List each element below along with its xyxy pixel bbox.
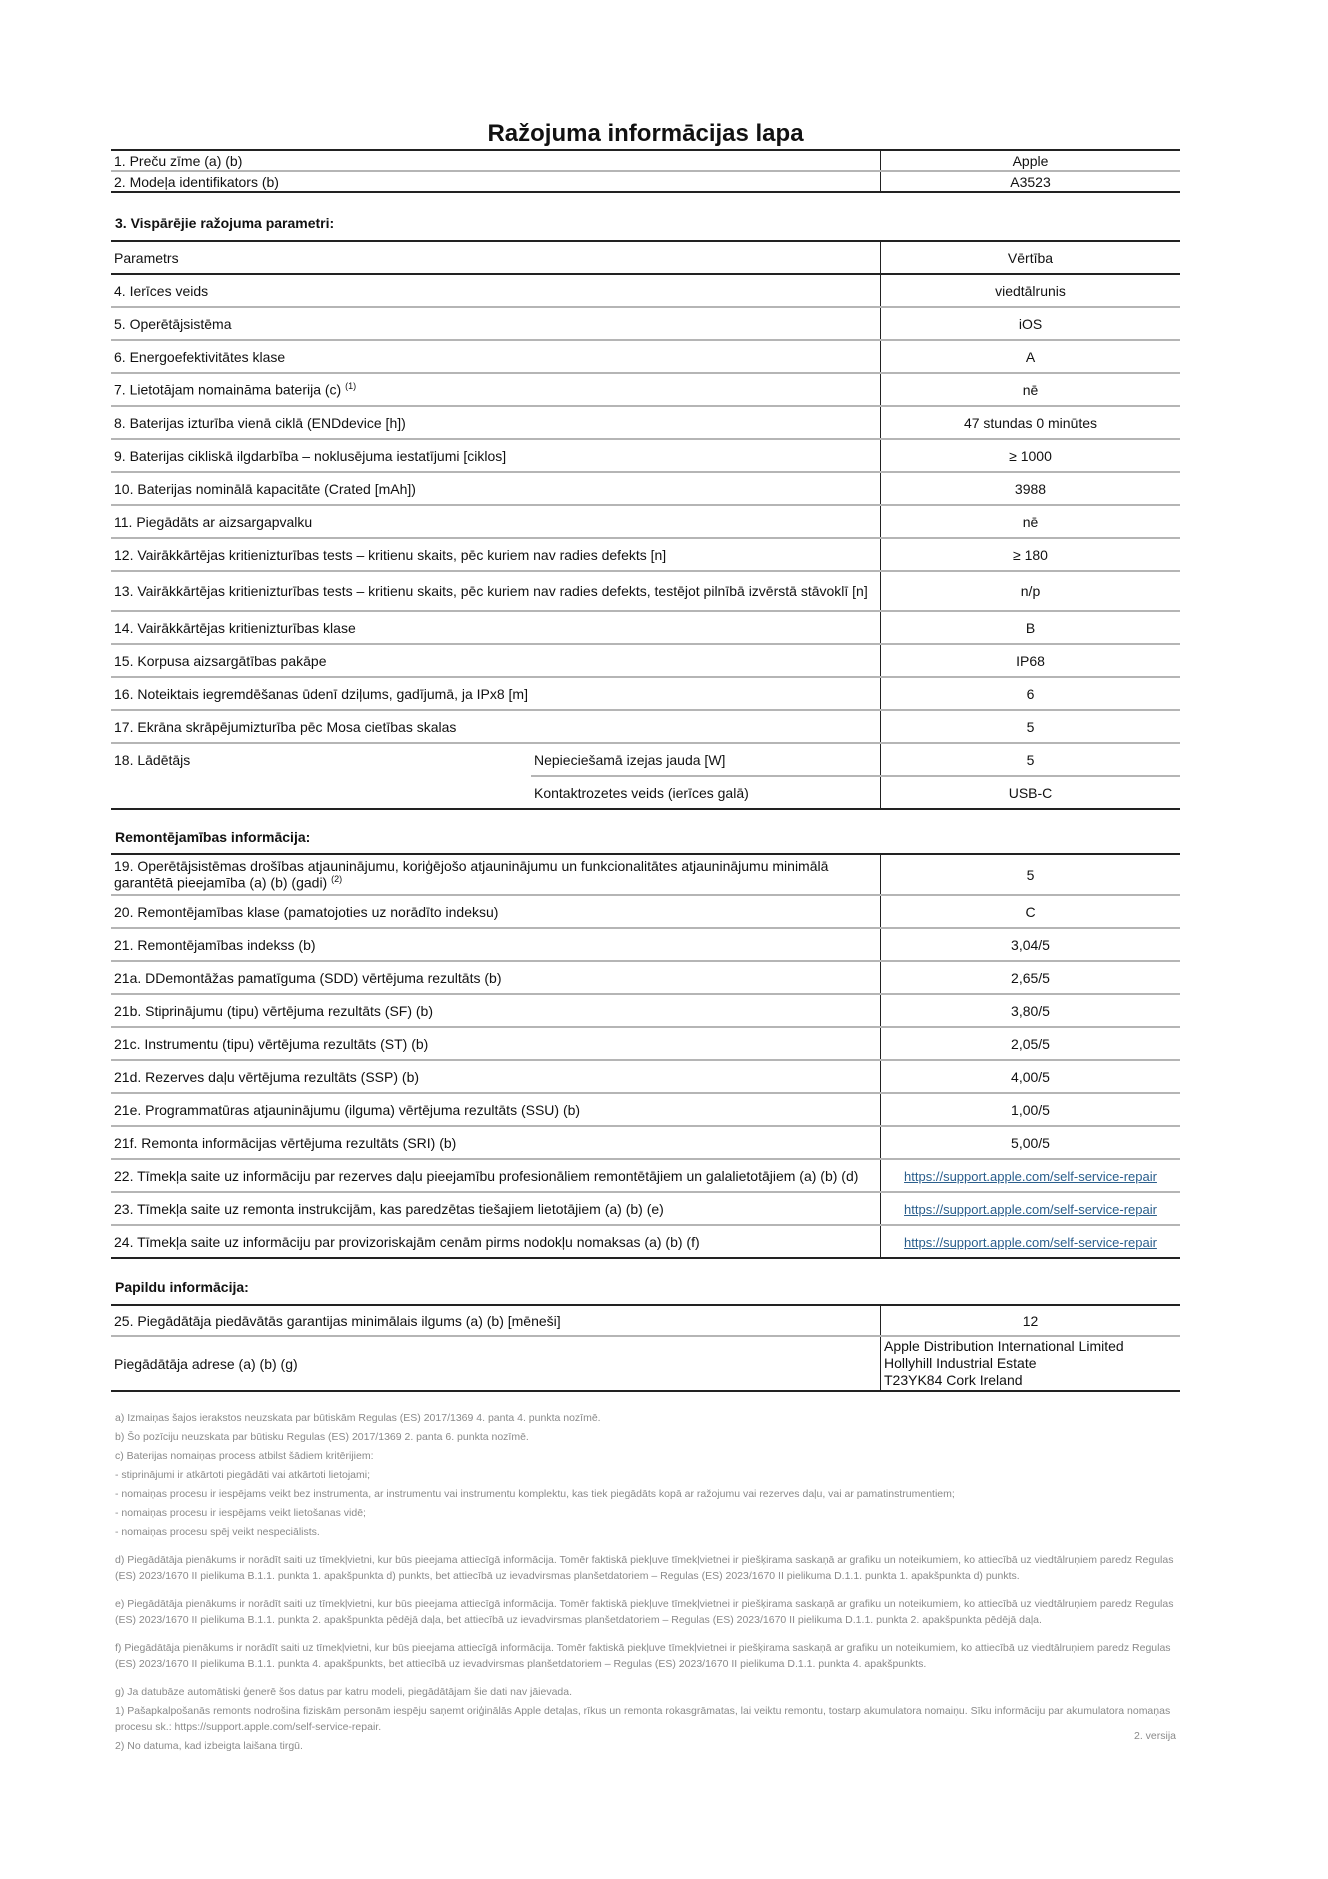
row-label-text: 21e. Programmatūras atjauninājumu (ilguma) vērtējuma rezultāts (SSU) (b) [114,1101,581,1118]
row-value: 2,65/5 [881,961,1181,994]
row-label [111,1060,881,1093]
row-label-text: 5. Operētājsistēma [114,315,232,332]
section-heading-additional: Papildu informācija: [115,1279,249,1295]
row-value [881,1225,1181,1258]
footnote: f) Piegādātāja pienākums ir norādīt saiti uz tīmekļvietni, kur būs pieejama attiecīgā informācija. Tomēr faktiskā piekļuve tīmekļvietnei ir piešķirama saskaņā ar grafiku un noteikumiem, ko attiecībā uz viedtālruņiem paredz Regulas (ES) 2023/1670 II pielikuma B.1.1. punkta 4. apakšpunkts, bet attiecībā uz ievadvirsmas planšetdatoriem – Regulas (ES) 2023/1670 II pielikuma D.1.1. punkta 4. apakšpunkts. [115,1642,1171,1670]
row-label-text: 24. Tīmekļa saite uz informāciju par provizoriskajām cenām pirms nodokļu nomaksas (a) (b) (f) [114,1233,700,1250]
version-label: 2. versija [1133,1730,1176,1742]
footnote: 2) No datuma, kad izbeigta laišana tirgū. [115,1740,303,1752]
row-value: IP68 [881,644,1181,677]
row-label [111,472,881,505]
row-value: A3523 [881,171,1181,192]
row-label [111,611,881,644]
row-value: 5 [881,710,1181,743]
repairability-table [111,853,1180,1259]
address-line: T23YK84 Cork Ireland [884,1372,1023,1388]
row-value: Apple [881,150,1181,171]
row-value [881,1192,1181,1225]
repair-link[interactable]: https://support.apple.com/self-service-repair [904,1234,1157,1250]
row-label [111,994,881,1027]
row-value: 5 [881,854,1181,895]
row-label [111,373,881,406]
row-value: iOS [881,307,1181,340]
table-row [111,1126,1180,1159]
footnote: d) Piegādātāja pienākums ir norādīt saiti uz tīmekļvietni, kur būs pieejama attiecīgā informācija. Tomēr faktiskā piekļuve tīmekļvietnei ir piešķirama saskaņā ar grafiku un noteikumiem, ko attiecībā uz viedtālruņiem paredz Regulas (ES) 2023/1670 II pielikuma B.1.1. punkta 1. apakšpunkta d) punkts, bet attiecībā uz ievadvirsmas planšetdatoriem – Regulas (ES) 2023/1670 II pielikuma D.1.1. punkta 1. apakšpunkta d) punkts. [115,1554,1174,1582]
row-value: B [881,611,1181,644]
footnote: c) Baterijas nomaiņas process atbilst šādiem kritērijiem: [115,1450,374,1462]
row-label-text: 21d. Rezerves daļu vērtējuma rezultāts (SSP) (b) [114,1068,420,1085]
footnote: a) Izmaiņas šajos ierakstos neuzskata par būtiskām Regulas (ES) 2017/1369 4. panta 4. punkta nozīmē. [115,1412,601,1424]
table-row [111,472,1180,505]
row-label-text: 9. Baterijas cikliskā ilgdarbība – noklusējuma iestatījumi [ciklos] [114,447,507,464]
page-title: Ražojuma informācijas lapa [487,120,804,147]
row-label [111,505,881,538]
table-row [111,1336,1180,1391]
row-value: 4,00/5 [881,1060,1181,1093]
row-label: 18. Lādētājs [111,743,531,809]
row-label-text: 8. Baterijas izturība vienā ciklā (ENDdevice [h]) [114,414,406,431]
supplier-address [881,1336,1181,1391]
row-label-text: 19. Operētājsistēmas drošības atjauninājumu, koriģējošo atjauninājumu un funkcionalitātes atjauninājumu minimālā garantētā pieejamība (a) (b) (gadi) [114,858,829,891]
row-label [111,1093,881,1126]
row-label [111,710,881,743]
repair-link[interactable]: https://support.apple.com/self-service-repair [904,1201,1157,1217]
row-value: ≥ 1000 [881,439,1181,472]
row-label [111,1126,881,1159]
row-value: 3,04/5 [881,928,1181,961]
row-label-text: 6. Energoefektivitātes klase [114,348,286,365]
row-label-text: 20. Remontējamības klase (pamatojoties uz norādīto indeksu) [114,903,499,920]
row-label-text: 23. Tīmekļa saite uz remonta instrukcijām, kas paredzētas tiešajiem lietotājiem (a) (b) (e) [114,1200,664,1217]
row-label-text: 11. Piegādāts ar aizsargapvalku [114,513,313,530]
row-label [111,854,881,895]
row-label-text: 22. Tīmekļa saite uz informāciju par rezerves daļu pieejamību profesionāliem remontētājiem un galalietotājiem (a) (b) (d) [114,1167,859,1184]
row-value: 12 [881,1305,1181,1336]
footnote-ref: (2) [331,874,343,885]
charger-row [111,743,1180,776]
table-row [111,439,1180,472]
section-heading-repair: Remontējamības informācija: [115,829,311,845]
row-value: nē [881,373,1181,406]
footnotes [115,1410,1180,1757]
table-row [111,611,1180,644]
row-label-text: 14. Vairākkārtējas kritienizturības klase [114,619,356,636]
row-label [111,406,881,439]
table-row [111,1027,1180,1060]
footnote: - nomaiņas procesu ir iespējams veikt lietošanas vidē; [115,1507,366,1519]
row-value: USB-C [881,776,1181,809]
row-label-text: 12. Vairākkārtējas kritienizturības tests – kritienu skaits, pēc kuriem nav radies defekts [n] [114,546,667,563]
row-label [111,274,881,307]
general-parameters-table [111,240,1180,810]
row-label-text: 21b. Stiprinājumu (tipu) vērtējuma rezultāts (SF) (b) [114,1002,433,1019]
header-value: Vērtība [881,241,1181,274]
footnote: g) Ja datubāze automātiski ģenerē šos datus par katru modeli, piegādātājam šie dati nav jāievada. [115,1686,573,1698]
row-label-text: 21f. Remonta informācijas vērtējuma rezultāts (SRI) (b) [114,1134,457,1151]
table-row [111,1225,1180,1258]
header-label: Parametrs [111,241,881,274]
row-label [111,538,881,571]
table-row [111,854,1180,895]
row-label [111,571,881,611]
table-row [111,928,1180,961]
row-label [111,1225,881,1258]
footnote: - nomaiņas procesu ir iespējams veikt bez instrumenta, ar instrumentu vai instrumentu komplektu, kas tiek piegādāts kopā ar ražojumu vai rezerves daļu, vai ar pamatinstrumentiem; [115,1488,955,1500]
footnote: - nomaiņas procesu spēj veikt nespeciālists. [115,1526,320,1538]
row-label: 25. Piegādātāja piedāvātās garantijas minimālais ilgums (a) (b) [mēneši] [111,1305,881,1336]
table-row [111,571,1180,611]
row-value: 5,00/5 [881,1126,1181,1159]
table-row [111,171,1180,192]
table-header-row [111,241,1180,274]
row-value: 6 [881,677,1181,710]
repair-link[interactable]: https://support.apple.com/self-service-repair [904,1168,1157,1184]
footnote: 1) Pašapkalpošanās remonts nodrošina fiziskām personām iespēju saņemt oriģinālās Apple detaļas, rīkus un remonta rokasgrāmatas, lai veiktu remontu, tostarp akumulatora nomaiņu. Sīku informāciju par akumulatora nomaņas procesu sk.: https://support.apple.com/self-service-repair. [115,1705,1171,1733]
address-line: Hollyhill Industrial Estate [884,1355,1037,1371]
footnote: e) Piegādātāja pienākums ir norādīt saiti uz tīmekļvietni, kur būs pieejama attiecīgā informācija. Tomēr faktiskā piekļuve tīmekļvietnei ir piešķirama saskaņā ar grafiku un noteikumiem, ko attiecībā uz viedtālruņiem paredz Regulas (ES) 2023/1670 II pielikuma B.1.1. punkta 2. apakšpunkta pēdējā daļa, bet attiecībā uz ievadvirsmas planšetdatoriem – Regulas (ES) 2023/1670 II pielikuma D.1.1. punkta 2. apakšpunkta pēdējā daļa. [115,1598,1174,1626]
sub-label: Nepieciešamā izejas jauda [W] [531,743,881,776]
additional-table [111,1304,1180,1392]
row-label [111,677,881,710]
identity-table [111,149,1180,193]
row-label-text: 16. Noteiktais iegremdēšanas ūdenī dziļums, gadījumā, ja IPx8 [m] [114,685,528,702]
row-label [111,1027,881,1060]
row-label-text: 15. Korpusa aizsargātības pakāpe [114,652,327,669]
row-value: 1,00/5 [881,1093,1181,1126]
row-label [111,895,881,928]
row-label: 1. Preču zīme (a) (b) [111,150,881,171]
row-label [111,644,881,677]
section-heading-general: 3. Vispārējie ražojuma parametri: [115,215,335,231]
row-label [111,1159,881,1192]
row-label-text: 21c. Instrumentu (tipu) vērtējuma rezultāts (ST) (b) [114,1035,429,1052]
row-value: 3,80/5 [881,994,1181,1027]
table-row [111,307,1180,340]
row-value: ≥ 180 [881,538,1181,571]
table-row [111,710,1180,743]
table-row [111,1093,1180,1126]
row-value: 5 [881,743,1181,776]
table-row [111,1305,1180,1336]
row-label [111,961,881,994]
row-label [111,439,881,472]
row-value: A [881,340,1181,373]
row-label [111,1192,881,1225]
row-value: 47 stundas 0 minūtes [881,406,1181,439]
row-label [111,928,881,961]
table-row [111,406,1180,439]
row-label [111,340,881,373]
row-value: 3988 [881,472,1181,505]
table-row [111,373,1180,406]
table-row [111,1060,1180,1093]
row-value: n/p [881,571,1181,611]
table-row [111,1192,1180,1225]
row-label: Piegādātāja adrese (a) (b) (g) [111,1336,881,1391]
footnote: b) Šo pozīciju neuzskata par būtisku Regulas (ES) 2017/1369 2. panta 6. punkta nozīmē. [115,1431,529,1443]
table-row [111,895,1180,928]
table-row [111,1159,1180,1192]
table-row [111,274,1180,307]
row-label-text: 4. Ierīces veids [114,282,209,299]
table-row [111,644,1180,677]
row-label [111,307,881,340]
table-row [111,677,1180,710]
row-label-text: 7. Lietotājam nomaināma baterija (c) [114,381,342,398]
table-row [111,150,1180,171]
row-label-text: 13. Vairākkārtējas kritienizturības tests – kritienu skaits, pēc kuriem nav radies defekts, testējot pilnībā izvērstā stāvoklī [n] [114,583,868,599]
row-value: viedtālrunis [881,274,1181,307]
address-line: Apple Distribution International Limited [884,1338,1124,1354]
row-label-text: 21. Remontējamības indekss (b) [114,936,316,953]
sub-label: Kontaktrozetes veids (ierīces galā) [531,776,881,809]
table-row [111,340,1180,373]
table-row [111,961,1180,994]
row-label-text: 10. Baterijas nominālā kapacitāte (Crated [mAh]) [114,480,416,497]
footnote: - stiprinājumi ir atkārtoti piegādāti vai atkārtoti lietojami; [115,1469,371,1481]
table-row [111,505,1180,538]
table-row [111,994,1180,1027]
footnote-ref: (1) [345,381,357,392]
row-value: C [881,895,1181,928]
row-label: 2. Modeļa identifikators (b) [111,171,881,192]
row-label-text: 21a. DDemontāžas pamatīguma (SDD) vērtējuma rezultāts (b) [114,969,502,986]
row-value: 2,05/5 [881,1027,1181,1060]
row-value [881,1159,1181,1192]
row-label-text: 17. Ekrāna skrāpējumizturība pēc Mosa cietības skalas [114,718,457,735]
row-value: nē [881,505,1181,538]
table-row [111,538,1180,571]
